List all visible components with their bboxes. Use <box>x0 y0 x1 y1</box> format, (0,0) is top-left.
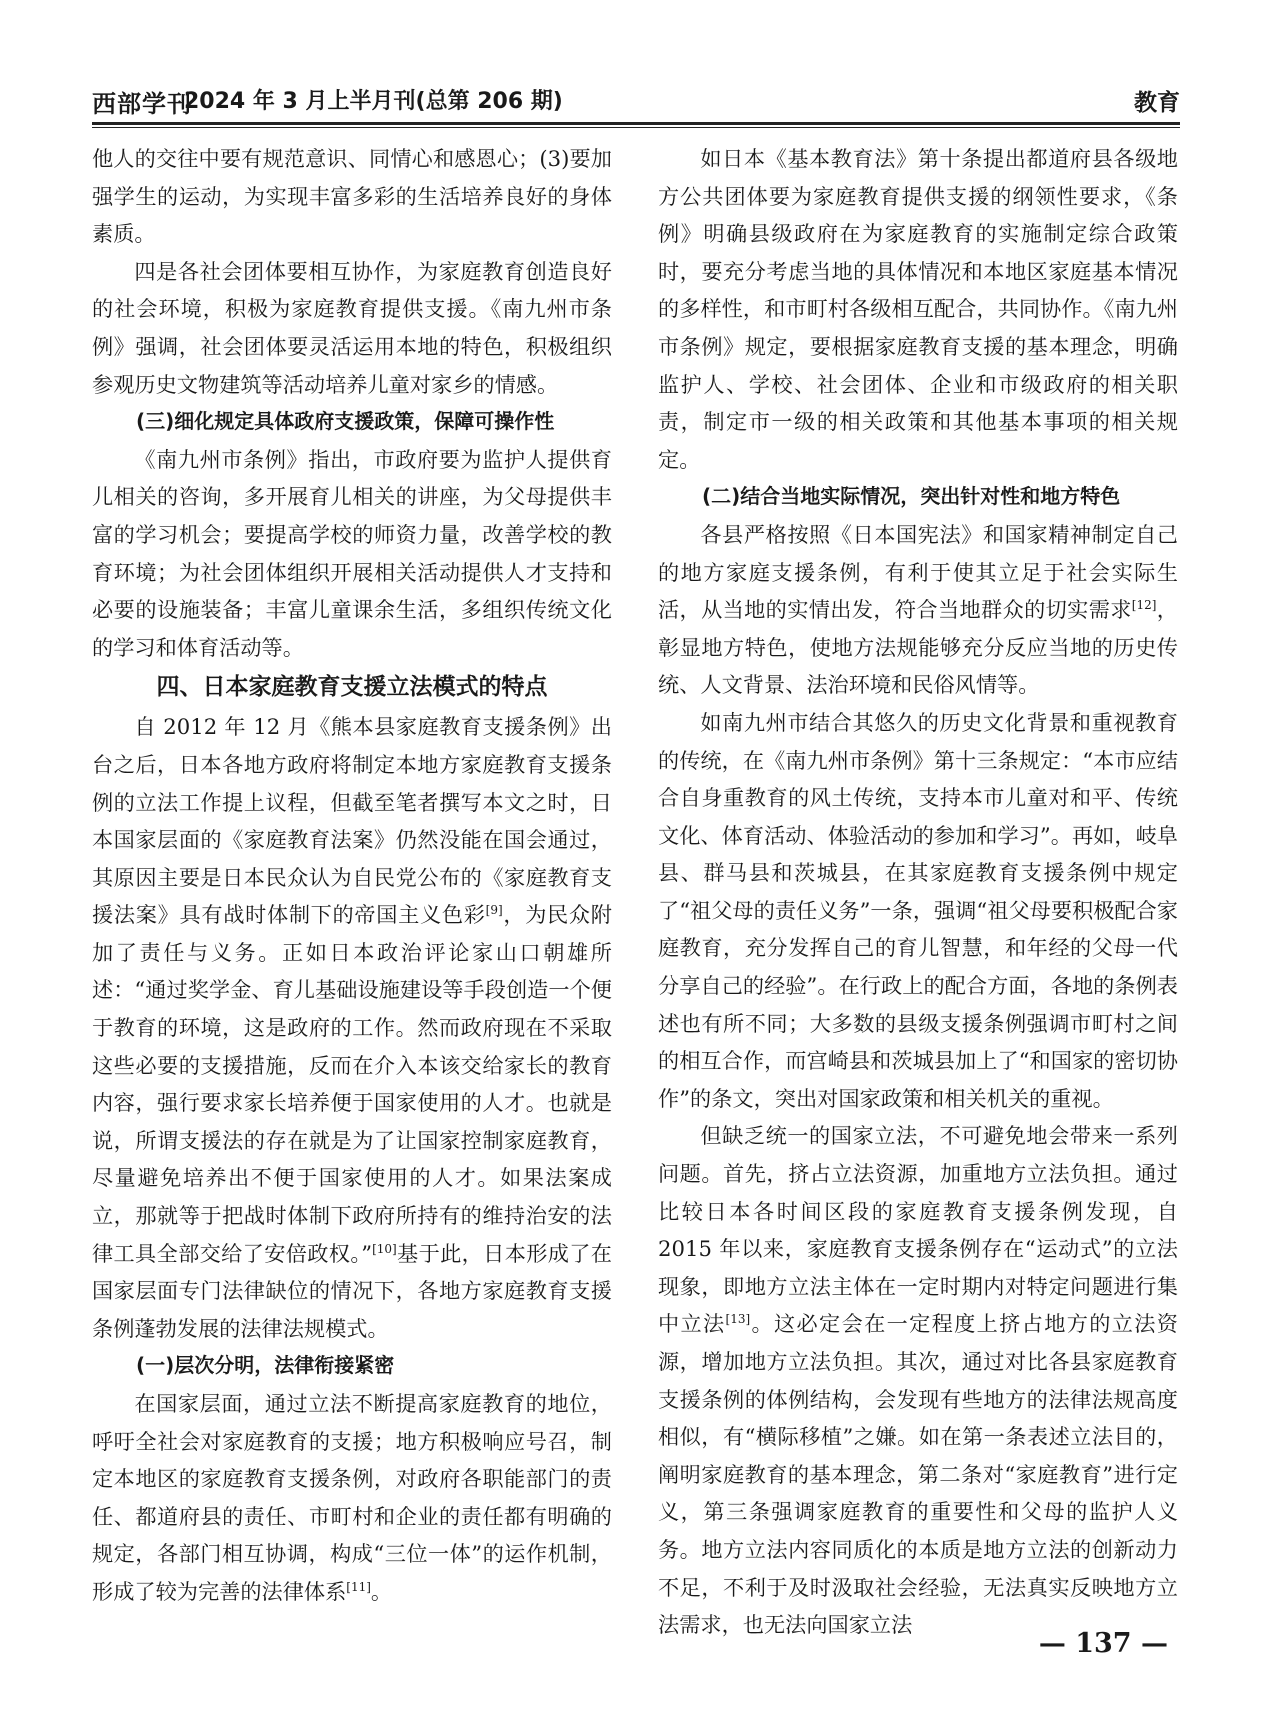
left-column <box>92 140 612 1611</box>
paragraph-text: 但缺乏统一的国家立法，不可避免地会带来一系列问题。首先，挤占立法资源，加重地方立法负担。通过比较日本各时间区段的家庭教育支援条例发现，自 2015 年以来，家庭教育支援条例存在“运动式”的立法现象，即地方立法主体在一定时期内对特定问题进行集中立法 <box>658 1123 1178 1337</box>
paragraph-text: 在国家层面，通过立法不断提高家庭教育的地位，呼吁全社会对家庭教育的支援；地方积极响应号召，制定本地区的家庭教育支援条例，对政府各职能部门的责任、都道府县的责任、市町村和企业的责任都有明确的规定，各部门相互协调，构成“三位一体”的运作机制，形成了较为完善的法律体系 <box>92 1391 612 1604</box>
subsection-heading: (二)结合当地实际情况，突出针对性和地方特色 <box>702 484 1121 509</box>
paragraph-text: ，彰显地方特色，使地方法规能够充分反应当地的历史传统、人文背景、法治环境和民俗风情等。 <box>658 597 1178 698</box>
section-name: 教育 <box>1134 90 1180 116</box>
paragraph-text: 各县严格按照《日本国宪法》和国家精神制定自己的地方家庭支援条例，有利于使其立足于社会实际生活，从当地的实情出发，符合当地群众的切实需求 <box>658 521 1178 623</box>
paragraph-text: 。这必定会在一定程度上挤占地方的立法资源，增加地方立法负担。其次，通过对比各县家庭教育支援条例的体例结构，会发现有些地方的法律法规高度相似，有“横际移植”之嫌。如在第一条表述立法目的，阐明家庭教育的基本理念，第二条对“家庭教育”进行定义，第三条强调家庭教育的重要性和父母的监护人义务。地方立法内容同质化的本质是地方立法的创新动力不足，不利于及时汲取社会经验，无法真实反映地方立法需求，也无法向国家立法 <box>658 1311 1178 1638</box>
paragraph <box>92 708 612 1347</box>
paragraph-text: ，为民众附加了责任与义务。正如日本政治评论家山口朝雄所述：“通过奖学金、育儿基础设施建设等手段创造一个便于教育的环境，这是政府的工作。然而政府现在不采取这些必要的支援措施，反而在介入本该交给家长的教育内容，强行要求家长培养便于国家使用的人才。也就是说，所谓支援法的存在就是为了让国家控制家庭教育，尽量避免培养出不便于国家使用的人才。如果法案成立，那就等于把战时体制下政府所持有的维持治安的法律工具全部交给了安倍政权。” <box>92 902 612 1266</box>
citation: [11] <box>346 1579 371 1594</box>
paragraph: 《南九州市条例》指出，市政府要为监护人提供育儿相关的咨询，多开展育儿相关的讲座，为父母提供丰富的学习机会；要提高学校的师资力量，改善学校的教育环境；为社会团体组织开展相关活动提供人才支持和必要的设施装备；丰富儿童课余生活，多组织传统文化的学习和体育活动等。 <box>92 446 612 660</box>
paragraph-text: 自 2012 年 12 月《熊本县家庭教育支援条例》出台之后，日本各地方政府将制定本地方家庭教育支援条例的立法工作提上议程，但截至笔者撰写本文之时，日本国家层面的《家庭教育法案》仍然没能在国会通过，其原因主要是日本民众认为自民党公布的《家庭教育支援法案》具有战时体制下的帝国主义色彩 <box>92 714 612 928</box>
paragraph: 如日本《基本教育法》第十条提出都道府县各级地方公共团体要为家庭教育提供支援的纲领性要求，《条例》明确县级政府在为家庭教育的实施制定综合政策时，要充分考虑当地的具体情况和本地区家庭基本情况的多样性，和市町村各级相互配合，共同协作。《南九州市条例》规定，要根据家庭教育支援的基本理念，明确监护人、学校、社会团体、企业和市级政府的相关职责，制定市一级的相关政策和其他基本事项的相关规定。 <box>658 146 1178 472</box>
paragraph-text: 。 <box>370 1578 393 1604</box>
paragraph: 四是各社会团体要相互协作，为家庭教育创造良好的社会环境，积极为家庭教育提供支援。《南九州市条例》强调，社会团体要灵活运用本地的特色，积极组织参观历史文物建筑等活动培养儿童对家乡的情感。 <box>92 258 612 397</box>
citation: [10] <box>372 1241 397 1256</box>
right-column <box>658 140 1178 1644</box>
issue-info: 2024 年 3 月上半月刊(总第 206 期) <box>184 89 563 114</box>
citation: [12] <box>1131 598 1157 613</box>
paragraph <box>658 516 1178 704</box>
paragraph <box>658 1117 1178 1643</box>
page-header <box>92 78 1180 122</box>
journal-title: 西部学刊 <box>92 89 192 118</box>
citation: [13] <box>725 1312 751 1327</box>
subsection-heading: (三)细化规定具体政府支援政策，保障可操作性 <box>136 409 555 434</box>
paragraph: 他人的交往中要有规范意识、同情心和感恩心；(3)要加强学生的运动，为实现丰富多彩的生活培养良好的身体素质。 <box>92 146 612 247</box>
header-rule <box>92 122 1180 125</box>
paragraph-text: 基于此，日本形成了在国家层面专门法律缺位的情况下，各地方家庭教育支援条例蓬勃发展的法律法规模式。 <box>92 1240 612 1341</box>
header-rule-thin <box>92 127 1180 128</box>
paragraph <box>92 1385 612 1611</box>
paragraph: 如南九州市结合其悠久的历史文化背景和重视教育的传统，在《南九州市条例》第十三条规定：“本市应结合自身重教育的风土传统，支持本市儿童对和平、传统文化、体育活动、体验活动的参加和学习”。再如，岐阜县、群马县和茨城县，在其家庭教育支援条例中规定了“祖父母的责任义务”一条，强调“祖父母要积极配合家庭教育，充分发挥自己的育儿智慧，和年经的父母一代分享自己的经验”。在行政上的配合方面，各地的条例表述也有所不同；大多数的县级支援条例强调市町村之间的相互合作，而宫崎县和茨城县加上了“和国家的密切协作”的条文，突出对国家政策和相关机关的重视。 <box>658 709 1178 1111</box>
subsection-heading: (一)层次分明，法律衔接紧密 <box>136 1353 395 1378</box>
section-heading: 四、日本家庭教育支援立法模式的特点 <box>156 674 548 701</box>
page-number: — 137 — <box>1038 1628 1168 1659</box>
citation: [9] <box>485 903 503 918</box>
